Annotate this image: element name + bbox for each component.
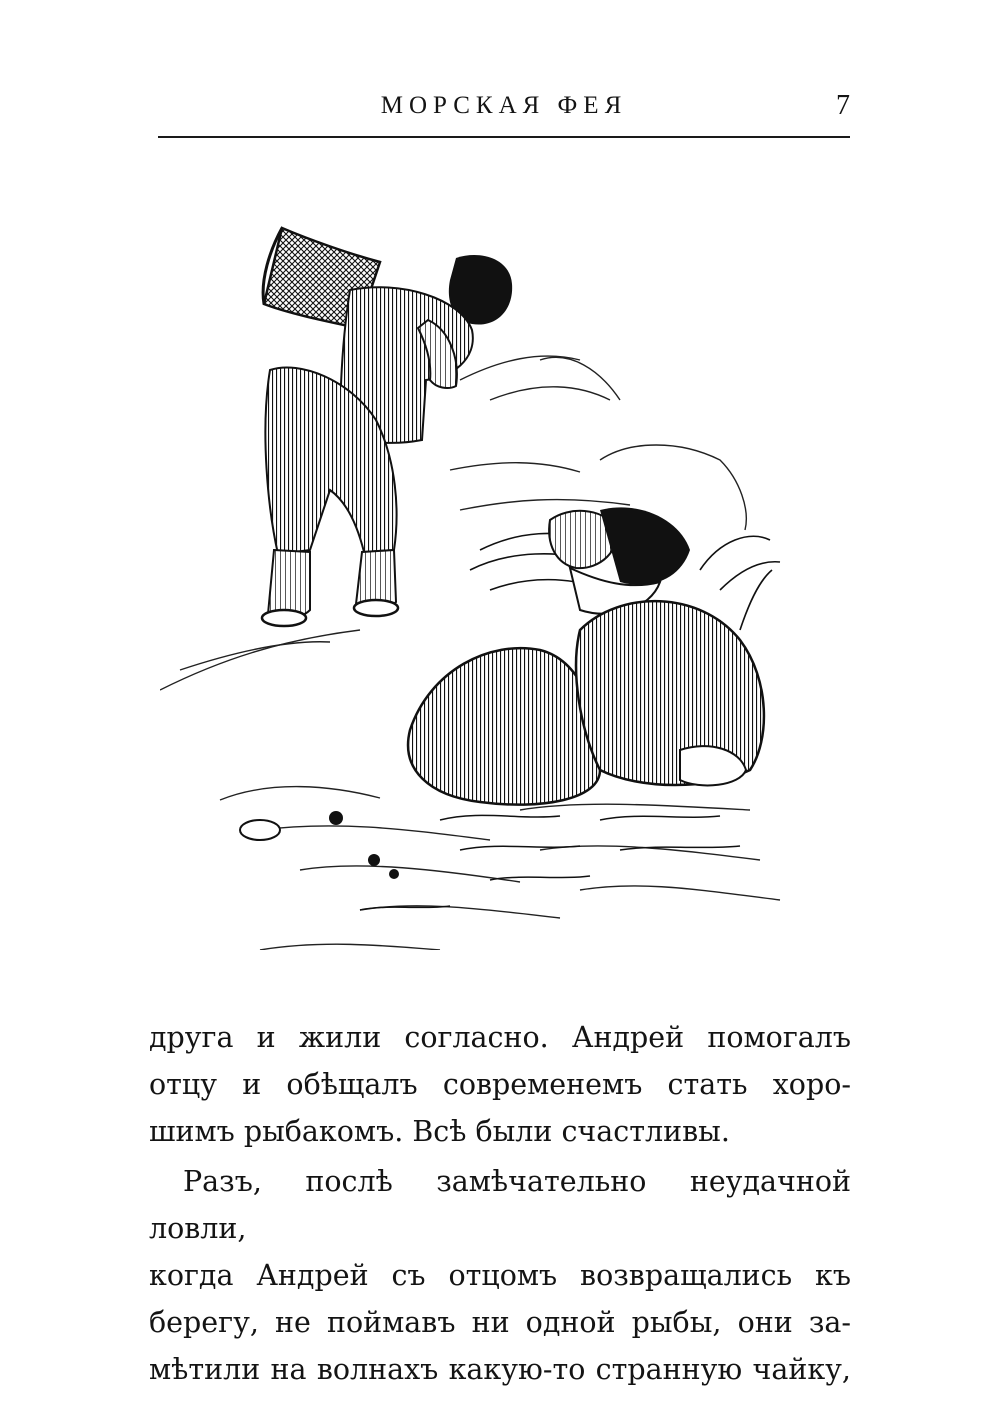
text-line: Разъ, послѣ замѣчательно неудачной ловли, [149,1165,851,1245]
paragraph-1 [149,1014,851,1155]
reclining-child [549,507,690,613]
water-ripples [360,815,740,910]
rocks [240,601,764,879]
paragraph-2 [149,1158,851,1393]
page-number: 7 [836,90,850,121]
running-title: МОРСКАЯ ФЕЯ [380,92,628,119]
text-line: шимъ рыбакомъ. Всѣ были счастливы. [149,1115,730,1148]
illustration-drawing [160,210,800,950]
text-line: мѣтили на волнахъ какую-то странную чайку, [149,1353,851,1386]
text-line: берегу, не поймавъ ни одной рыбы, они за- [149,1306,851,1339]
body-text [149,1014,851,1393]
text-line: когда Андрей съ отцомъ возвращались къ [149,1259,851,1292]
text-line: отцу и обѣщалъ современемъ стать хоро- [149,1068,851,1101]
text-line: друга и жили согласно. Андрей помогалъ [149,1021,851,1054]
page-header [158,92,850,138]
illustration [160,210,800,950]
